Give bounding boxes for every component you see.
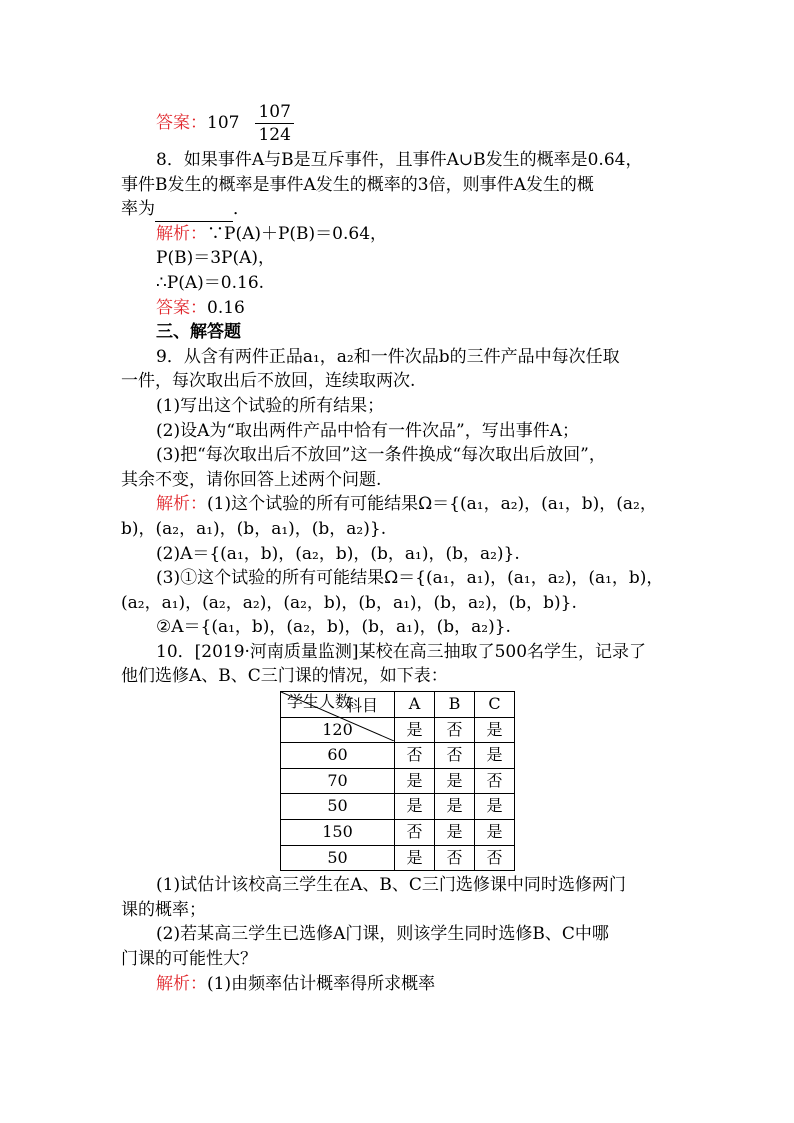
- section-heading: 三、解答题: [156, 322, 241, 343]
- q10-part1-line1: (1)试估计该校高三学生在A、B、C三门选修课中同时选修两门: [156, 875, 626, 896]
- q8-text-pre-blank: 率为: [121, 199, 155, 220]
- answer-value: 107: [207, 112, 240, 133]
- table-row: [281, 743, 515, 769]
- q9-solution-line5: (a₂，a₁)，(a₂，a₂)，(a₂，b)，(b，a₁)，(b，a₂)，(b，b)}.: [121, 592, 577, 613]
- q8-text-line1: 8．如果事件A与B是互斥事件，且事件A∪B发生的概率是0.64，: [156, 150, 643, 170]
- q10-analysis-line1: [121, 972, 677, 997]
- q10-part2-line1: (2)若某高三学生已选修A门课，则该学生同时选修B、C中哪: [156, 924, 609, 945]
- q8-analysis-line1: [121, 222, 677, 247]
- answer-fraction: [255, 101, 293, 146]
- q8-solution-line2: P(B)＝3P(A)，: [156, 248, 275, 269]
- answer-7: [121, 98, 677, 148]
- q10-text-line2: 他们选修A、B、C三门课的情况，如下表：: [121, 666, 448, 687]
- table-row: [281, 768, 515, 794]
- analysis-label: 解析：: [156, 494, 207, 515]
- column-header: B: [435, 692, 475, 718]
- student-count-cell: 120: [281, 717, 395, 743]
- q9-text-line2: 一件，每次取出后不放回，连续取两次.: [121, 371, 416, 392]
- student-count-cell: 50: [281, 845, 395, 871]
- student-count-cell: 60: [281, 743, 395, 769]
- answer-blank: [155, 203, 233, 222]
- q8-text-line3: [121, 197, 677, 222]
- analysis-label: 解析：: [156, 223, 207, 244]
- table-cell: 是: [395, 794, 435, 820]
- table-cell: 是: [435, 768, 475, 794]
- fraction-numerator: 107: [255, 101, 293, 124]
- table-cell: 是: [395, 717, 435, 743]
- table-cell: 否: [475, 845, 515, 871]
- q9-solution-line4: (3)①这个试验的所有可能结果Ω＝{(a₁，a₁)，(a₁，a₂)，(a₁，b)，: [156, 568, 664, 589]
- q8-text-line2: 事件B发生的概率是事件A发生的概率的3倍，则事件A发生的概: [121, 174, 594, 195]
- q9-solution-line3: (2)A＝{(a₁，b)，(a₂，b)，(b，a₁)，(b，a₂)}.: [156, 543, 520, 564]
- table-cell: 是: [475, 743, 515, 769]
- table-cell: 否: [395, 820, 435, 846]
- q10-part1-line2: 课的概率；: [121, 899, 206, 920]
- q9-text-line1: 9．从含有两件正品a₁，a₂和一件次品b的三件产品中每次任取: [156, 346, 620, 367]
- q9-part1: (1)写出这个试验的所有结果；: [156, 395, 385, 416]
- answer-label: 答案：: [156, 297, 207, 318]
- solution-text: (1)由频率估计概率得所求概率: [207, 973, 436, 994]
- q8-answer: [121, 296, 677, 321]
- analysis-label: 解析：: [156, 973, 207, 994]
- table-cell: 否: [475, 768, 515, 794]
- q9-part2: (2)设A为“取出两件产品中恰有一件次品”，写出事件A；: [156, 420, 580, 441]
- solution-text: ∵P(A)＋P(B)＝0.64，: [207, 223, 388, 244]
- answer-value: 0.16: [207, 297, 245, 318]
- q8-solution-line3: ∴P(A)＝0.16.: [156, 272, 265, 293]
- corner-top-label: 科目: [345, 696, 378, 716]
- table-cell: 否: [395, 743, 435, 769]
- fraction-denominator: 124: [258, 124, 291, 145]
- table-cell: 否: [435, 717, 475, 743]
- student-count-cell: 150: [281, 820, 395, 846]
- table-cell: 否: [435, 845, 475, 871]
- q9-solution-line2: b)，(a₂，a₁)，(b，a₁)，(b，a₂)}.: [121, 518, 387, 539]
- answer-label: 答案：: [156, 112, 207, 133]
- table-corner-cell: [281, 692, 395, 718]
- document-body: [121, 98, 677, 996]
- column-header: A: [395, 692, 435, 718]
- q10-text-line1: 10．[2019·河南质量监测]某校在高三抽取了500名学生，记录了: [156, 641, 647, 662]
- table-cell: 是: [395, 845, 435, 871]
- course-selection-table: [280, 691, 515, 871]
- column-header: C: [475, 692, 515, 718]
- table-row: [281, 820, 515, 846]
- student-count-cell: 70: [281, 768, 395, 794]
- table-cell: 是: [475, 794, 515, 820]
- table-cell: 否: [435, 743, 475, 769]
- table-cell: 是: [435, 820, 475, 846]
- table-cell: 是: [475, 820, 515, 846]
- table-row: [281, 794, 515, 820]
- table-header-row: [281, 692, 515, 718]
- q9-part3-line2: 其余不变，请你回答上述两个问题.: [121, 469, 382, 490]
- table-cell: 是: [435, 794, 475, 820]
- q9-part3-line1: (3)把“每次取出后不放回”这一条件换成“每次取出后放回”，: [156, 445, 606, 466]
- table-row: [281, 845, 515, 871]
- q10-part2-line2: 门课的可能性大？: [121, 949, 257, 969]
- student-count-cell: 50: [281, 794, 395, 820]
- q9-solution-line6: ②A＝{(a₁，b)，(a₂，b)，(b，a₁)，(b，a₂)}.: [156, 617, 511, 638]
- table-cell: 是: [395, 768, 435, 794]
- q8-text-post-blank: ．: [233, 199, 250, 220]
- table-cell: 是: [475, 717, 515, 743]
- q9-analysis-line1: [121, 492, 677, 517]
- corner-bottom-label: 学生人数: [287, 692, 352, 712]
- solution-text: (1)这个试验的所有可能结果Ω＝{(a₁，a₂)，(a₁，b)，(a₂，: [207, 494, 657, 515]
